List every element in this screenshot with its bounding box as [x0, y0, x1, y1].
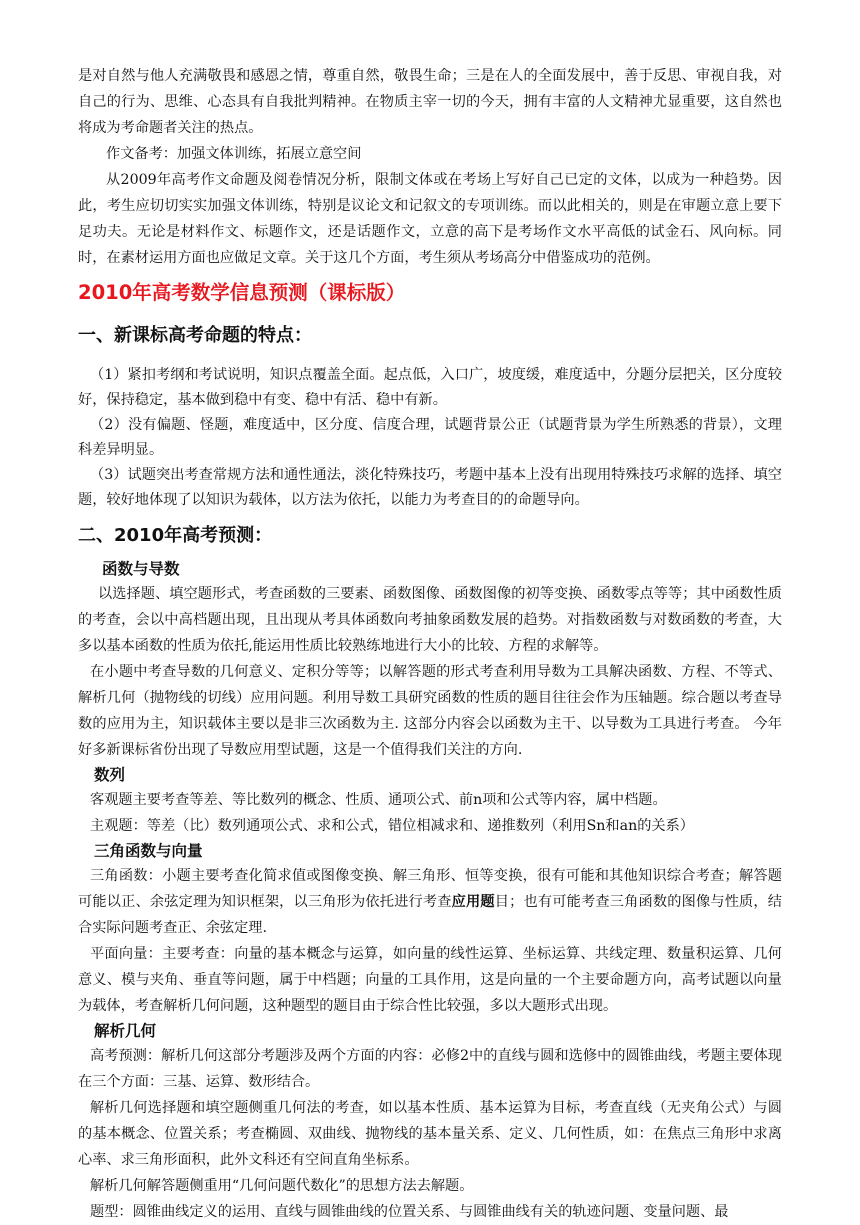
main-title: 2010年高考数学信息预测（课标版） [78, 281, 406, 304]
sequences-paragraph-2: 主观题：等差（比）数列通项公式、求和公式，错位相减求和、递推数列（利用Sn和an的关系） [90, 818, 694, 834]
intro-paragraph: 是对自然与他人充满敬畏和感恩之情，尊重自然，敬畏生命；三是在人的全面发展中，善于反思、审视自我，对自己的行为、思维、心态具有自我批判精神。在物质主宰一切的今天，拥有丰富的人文精神尤显重要，这自然也将成为考命题者关注的热点。 [78, 68, 782, 136]
section2-heading: 二、2010年高考预测： [78, 525, 273, 546]
geometry-paragraph-4: 题型：圆锥曲线定义的运用、直线与圆锥曲线的位置关系、与圆锥曲线有关的轨迹问题、变量问题、最 [90, 1204, 729, 1220]
functions-paragraph-1: 以选择题、填空题形式，考查函数的三要素、函数图像、函数图像的初等变换、函数零点等等；其中函数性质的考查，会以中高档题出现，且出现从考具体函数向考抽象函数发展的趋势。对指数函数与对数函数的考查，大多以基本函数的性质为依托,能运用性质比较熟练地进行大小的比较、方程的求解等。 [78, 586, 782, 654]
geometry-paragraph-1: 高考预测：解析几何这部分考题涉及两个方面的内容：必修2中的直线与圆和选修中的圆锥曲线，考题主要体现在三个方面：三基、运算、数形结合。 [78, 1048, 782, 1090]
trig-text-c: 目；也有可能考查三角函数的图像与性质，结合实际问题考查正、余弦定理. [78, 894, 782, 936]
essay-analysis-paragraph: 从2009年高考作文命题及阅卷情况分析，限制文体或在考场上写好自己已定的文体，以成为一种趋势。因此，考生应切切实实加强文体训练，特别是议论文和记叙文的专项训练。而以此相关的，则是在审题立意上要下足功夫。无论是材料作文、标题作文，还是话题作文，立意的高下是考场作文水平高低的试金石、风向标。同时，在素材运用方面也应做足文章。关于这几个方面，考生须从考场高分中借鉴成功的范例。 [78, 172, 782, 266]
vectors-paragraph: 平面向量：主要考查：向量的基本概念与运算，如向量的线性运算、坐标运算、共线定理、数量积运算、几何意义、模与夹角、垂直等问题，属于中档题；向量的工具作用，这是向量的一个主要命题方向，高考试题以向量为载体，考查解析几何问题，这种题型的题目由于综合性比较强，多以大题形式出现。 [78, 946, 782, 1014]
subheading-trig-vectors: 三角函数与向量 [94, 842, 203, 860]
trig-paragraph [78, 863, 782, 941]
trig-text-a: 三角函数：小题主要考查化简求值或图像变换、解三角形、恒等变换，很有可能和其他知识综合考查；解答题可能以正、余弦定理为知识框架，以三角形为依托进行考查 [78, 868, 782, 910]
subheading-analytic-geometry: 解析几何 [94, 1022, 157, 1040]
essay-prep-line: 作文备考：加强文体训练，拓展立意空间 [106, 146, 362, 162]
subheading-sequences: 数列 [94, 766, 126, 784]
section1-item-1: （1）紧扣考纲和考试说明，知识点覆盖全面。起点低，入口广，坡度缓，难度适中，分题分层把关，区分度较好，保持稳定，基本做到稳中有变、稳中有活、稳中有新。 [78, 367, 782, 408]
section1-heading: 一、新课标高考命题的特点： [78, 325, 312, 346]
functions-paragraph-2: 在小题中考查导数的几何意义、定积分等等；以解答题的形式考查利用导数为工具解决函数、方程、不等式、解析几何（抛物线的切线）应用问题。利用导数工具研究函数的性质的题目往往会作为压轴题。综合题以考查导数的应用为主，知识载体主要以是非三次函数为主. 这部分内容会以函数为主干、以导数为工具进行考查。 今年好多新课标省份出现了导数应用型试题，这是一个值得我们关注的方向. [78, 664, 782, 758]
section1-item-2: （2）没有偏题、怪题，难度适中，区分度、信度合理，试题背景公正（试题背景为学生所熟悉的背景），文理科差异明显。 [78, 417, 782, 458]
geometry-paragraph-3: 解析几何解答题侧重用“几何问题代数化”的思想方法去解题。 [90, 1178, 474, 1194]
trig-bold-text: 应用题 [451, 894, 495, 910]
section1-item-3: （3）试题突出考查常规方法和通性通法，淡化特殊技巧，考题中基本上没有出现用特殊技巧求解的选择、填空题，较好地体现了以知识为载体，以方法为依托，以能力为考查目的的命题导向。 [78, 467, 782, 508]
subheading-functions: 函数与导数 [102, 560, 180, 578]
sequences-paragraph-1: 客观题主要考查等差、等比数列的概念、性质、通项公式、前n项和公式等内容，属中档题。 [90, 792, 667, 808]
geometry-paragraph-2: 解析几何选择题和填空题侧重几何法的考查，如以基本性质、基本运算为目标，考查直线（无夹角公式）与圆的基本概念、位置关系；考查椭圆、双曲线、抛物线的基本量关系、定义、几何性质，如：在焦点三角形中求离心率、求三角形面积，此外文科还有空间直角坐标系。 [78, 1100, 782, 1168]
